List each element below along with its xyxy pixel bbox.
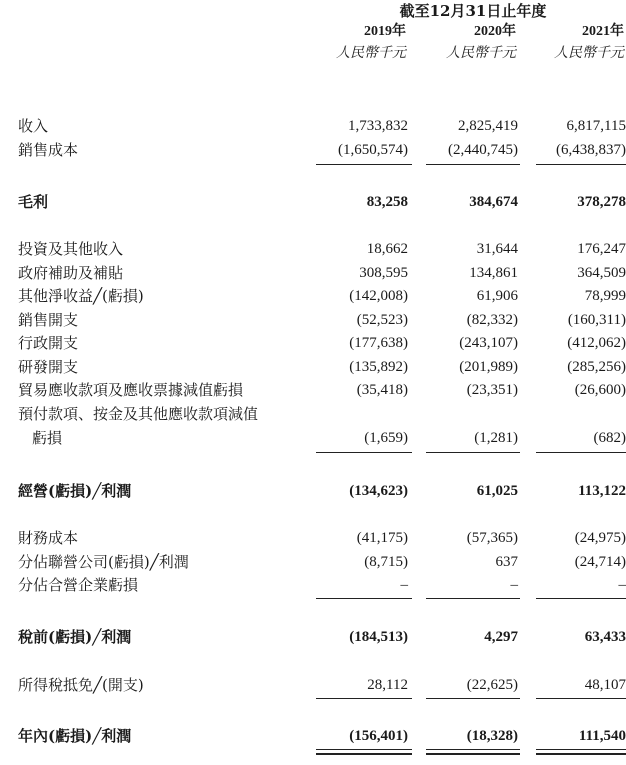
value-2020: –	[510, 577, 518, 593]
value-2019: (134,623)	[349, 483, 408, 499]
value-2021: (412,062)	[567, 335, 626, 351]
value-2019: (1,650,574)	[338, 142, 408, 158]
value-2019: (142,008)	[349, 288, 408, 304]
double-rule	[536, 749, 626, 755]
row-cost-of-sales	[0, 139, 626, 161]
unit-2020: 人民幣千元	[446, 46, 516, 61]
value-2019: 308,595	[359, 265, 408, 281]
value-2021: (6,438,837)	[556, 142, 626, 158]
value-2021: 48,107	[584, 677, 626, 693]
value-2020: (2,440,745)	[448, 142, 518, 158]
row-revenue	[0, 115, 626, 137]
value-2021: (24,714)	[574, 554, 626, 570]
rule	[426, 164, 520, 165]
value-2021: –	[618, 577, 626, 593]
row-profit-for-year	[0, 725, 626, 747]
row-label: 稅前(虧損)╱利潤	[18, 628, 132, 646]
row-admin-expenses	[0, 332, 626, 354]
value-2021: (26,600)	[574, 382, 626, 398]
value-2020: (23,351)	[466, 382, 518, 398]
double-rule	[316, 749, 412, 755]
value-2021: 6,817,115	[566, 118, 626, 134]
rule	[316, 698, 412, 699]
rule	[426, 698, 520, 699]
value-2019: (156,401)	[349, 728, 408, 744]
value-2020: 61,025	[476, 483, 518, 499]
row-income-tax	[0, 674, 626, 696]
rule	[316, 164, 412, 165]
value-2020: 2,825,419	[458, 118, 518, 134]
row-label: 銷售成本	[18, 141, 79, 159]
year-2019-header: 2019年	[364, 24, 406, 39]
unit-2021: 人民幣千元	[554, 46, 624, 61]
row-label: 分佔合營企業虧損	[18, 576, 139, 594]
value-2019: (35,418)	[356, 382, 408, 398]
row-gross-profit	[0, 191, 626, 213]
row-finance-costs	[0, 527, 626, 549]
value-2021: 176,247	[577, 241, 626, 257]
rule	[426, 598, 520, 599]
year-2021-header: 2021年	[582, 24, 624, 39]
row-label: 研發開支	[18, 358, 79, 376]
rule	[536, 698, 626, 699]
row-label: 分佔聯營公司(虧損)╱利潤	[18, 553, 189, 571]
value-2020: (18,328)	[466, 728, 518, 744]
row-other-net-gains	[0, 285, 626, 307]
value-2019: (135,892)	[349, 359, 408, 375]
value-2020: (1,281)	[474, 430, 518, 446]
row-prepayments-impairment-line2	[0, 427, 626, 449]
rule	[316, 598, 412, 599]
value-2020: (201,989)	[459, 359, 518, 375]
value-2020: (57,365)	[466, 530, 518, 546]
value-2021: (24,975)	[574, 530, 626, 546]
rule	[536, 452, 626, 453]
row-government-grants	[0, 262, 626, 284]
value-2019: 18,662	[366, 241, 408, 257]
unit-2019: 人民幣千元	[336, 46, 406, 61]
rule	[426, 452, 520, 453]
value-2020: (22,625)	[466, 677, 518, 693]
rule	[536, 164, 626, 165]
value-2020: 134,861	[469, 265, 518, 281]
row-label: 收入	[18, 117, 49, 135]
value-2020: 31,644	[476, 241, 518, 257]
value-2021: 378,278	[577, 194, 626, 210]
value-2020: 4,297	[484, 629, 518, 645]
row-label: 所得稅抵免╱(開支)	[18, 676, 144, 694]
row-operating-profit	[0, 480, 626, 502]
row-label: 財務成本	[18, 529, 79, 547]
value-2019: (184,513)	[349, 629, 408, 645]
value-2019: –	[400, 577, 408, 593]
row-label: 經營(虧損)╱利潤	[18, 482, 132, 500]
row-label: 銷售開支	[18, 311, 79, 329]
period-header: 截至12月31日止年度	[399, 2, 547, 20]
value-2019: (52,523)	[356, 312, 408, 328]
value-2021: (285,256)	[567, 359, 626, 375]
row-profit-before-tax	[0, 626, 626, 648]
row-label: 其他淨收益╱(虧損)	[18, 287, 144, 305]
row-label: 投資及其他收入	[18, 240, 124, 258]
value-2019: 1,733,832	[348, 118, 408, 134]
value-2019: (177,638)	[349, 335, 408, 351]
value-2021: (682)	[593, 430, 626, 446]
row-label: 虧損	[32, 429, 63, 447]
row-label: 年內(虧損)╱利潤	[18, 727, 132, 745]
row-label: 行政開支	[18, 334, 79, 352]
row-label: 預付款項、按金及其他應收款項減值	[18, 405, 259, 423]
value-2020: (82,332)	[466, 312, 518, 328]
value-2020: (243,107)	[459, 335, 518, 351]
rule	[316, 452, 412, 453]
value-2020: 637	[495, 554, 518, 570]
value-2021: 113,122	[578, 483, 626, 499]
row-share-of-joint-ventures	[0, 574, 626, 596]
row-receivables-impairment	[0, 379, 626, 401]
value-2019: 83,258	[366, 194, 408, 210]
row-selling-expenses	[0, 309, 626, 331]
row-share-of-associates	[0, 551, 626, 573]
value-2021: 364,509	[577, 265, 626, 281]
row-investment-income	[0, 238, 626, 260]
value-2020: 384,674	[469, 194, 518, 210]
value-2019: (8,715)	[364, 554, 408, 570]
double-rule	[426, 749, 520, 755]
row-label: 毛利	[18, 193, 49, 211]
rule	[536, 598, 626, 599]
value-2020: 61,906	[476, 288, 518, 304]
value-2021: 78,999	[584, 288, 626, 304]
row-prepayments-impairment-line1	[0, 403, 626, 425]
row-rd-expenses	[0, 356, 626, 378]
value-2019: (1,659)	[364, 430, 408, 446]
value-2021: (160,311)	[567, 312, 626, 328]
row-label: 政府補助及補貼	[18, 264, 124, 282]
row-label: 貿易應收款項及應收票據減值虧損	[18, 381, 244, 399]
value-2021: 111,540	[578, 728, 626, 744]
value-2019: 28,112	[367, 677, 408, 693]
value-2019: (41,175)	[356, 530, 408, 546]
value-2021: 63,433	[584, 629, 626, 645]
year-2020-header: 2020年	[474, 24, 516, 39]
